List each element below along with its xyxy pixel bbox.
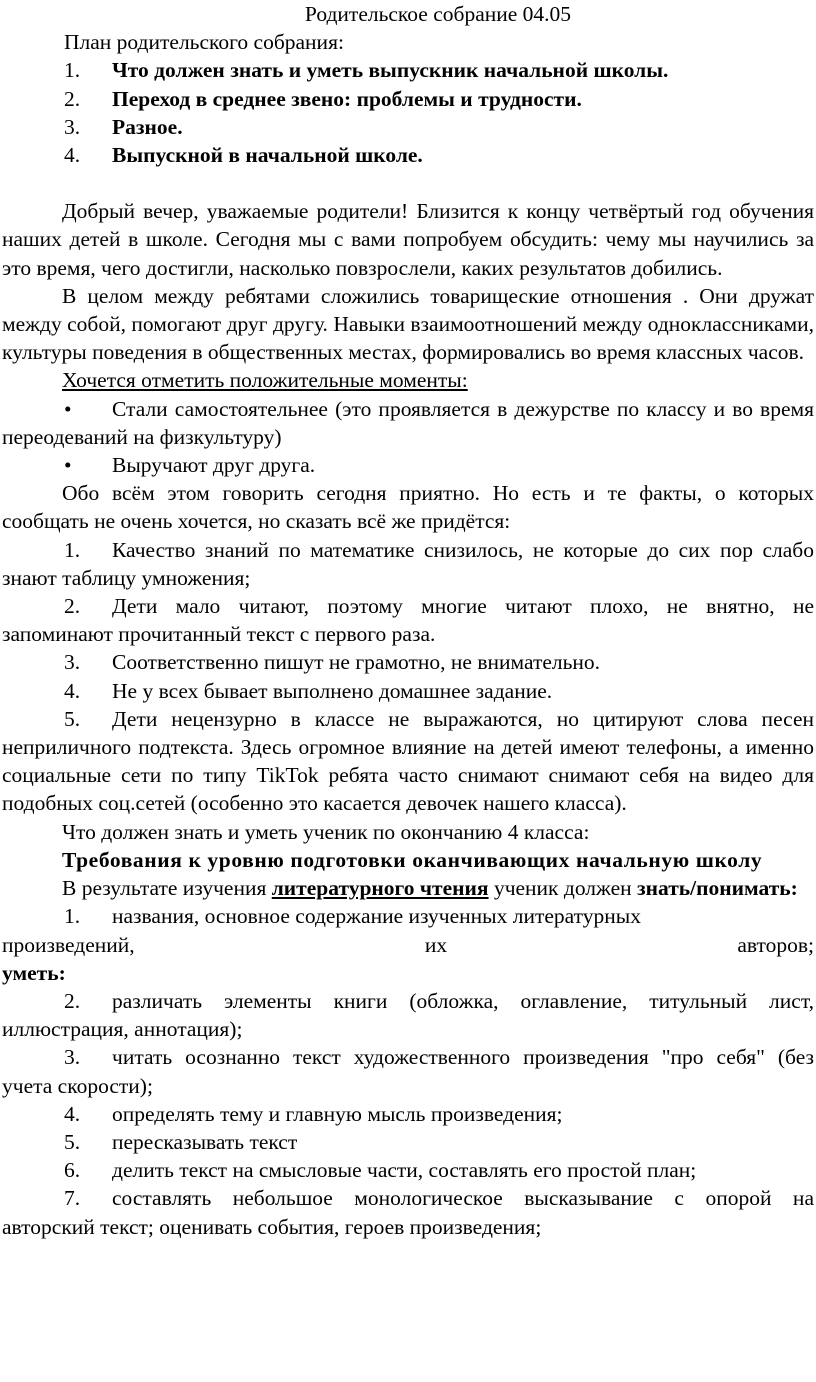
paragraph-greeting: Добрый вечер, уважаемые родители! Близится к концу четвёртый год обучения наших детей в школе. Сегодня мы с вами попробуем обсудить: чему мы научились за это время, чего достигли, насколько повзрослели, каких результатов добились. bbox=[2, 199, 814, 280]
problem-text: Не у всех бывает выполнено домашнее задание. bbox=[112, 678, 553, 703]
skill-text: делить текст на смысловые части, составлять его простой план; bbox=[112, 1158, 697, 1183]
literature-word: авторов; bbox=[737, 932, 814, 957]
skill-item bbox=[2, 1128, 814, 1156]
know-label: знать/понимать: bbox=[637, 876, 798, 901]
literature-item-text: названия, основное содержание изученных литературных bbox=[112, 904, 641, 929]
skill-text: читать осознанно текст художественного произведения "про себя" (без учета скорости); bbox=[2, 1045, 814, 1098]
skill-number: 7. bbox=[64, 1186, 81, 1211]
problem-item bbox=[2, 705, 814, 818]
plan-item-text: Переход в среднее звено: проблемы и трудности. bbox=[112, 86, 582, 111]
literature-intro bbox=[2, 874, 814, 902]
skill-item bbox=[2, 1100, 814, 1128]
skill-number: 5. bbox=[64, 1129, 81, 1154]
literature-subject: литературного чтения bbox=[271, 876, 489, 901]
plan-item-text: Что должен знать и уметь выпускник начальной школы. bbox=[112, 58, 669, 83]
problem-number: 3. bbox=[64, 650, 81, 675]
skill-text: различать элементы книги (обложка, оглавление, титульный лист, иллюстрация, аннотация); bbox=[2, 988, 814, 1042]
problem-text: Дети нецензурно в классе не выражаются, но цитируют слова песен неприличного подтекста. Здесь огромное влияние на детей имеют телефоны, а именно социальные сети по типу TikTok ребята часто снимают снимают себя на видео для подобных соц.сетей (особенно это касается девочек нашего класса). bbox=[2, 706, 814, 816]
problem-item bbox=[2, 648, 814, 676]
problem-text: Качество знаний по математике снизилось, не которые до сих пор слабо знают таблицу умножения; bbox=[2, 537, 814, 590]
skill-number: 2. bbox=[64, 988, 81, 1013]
plan-item-number: 2. bbox=[64, 86, 81, 111]
plan-item-text: Выпускной в начальной школе. bbox=[112, 143, 423, 168]
problem-item bbox=[2, 536, 814, 592]
skill-number: 3. bbox=[64, 1045, 81, 1070]
can-label: уметь: bbox=[2, 960, 66, 985]
plan-item bbox=[2, 56, 814, 84]
bullet-icon: • bbox=[64, 453, 72, 478]
literature-prefix: В результате изучения bbox=[62, 876, 272, 901]
problem-item bbox=[2, 677, 814, 705]
problem-text: Соответственно пишут не грамотно, не внимательно. bbox=[112, 650, 601, 675]
plan-item-number: 3. bbox=[64, 114, 81, 139]
bullet-item bbox=[2, 451, 814, 479]
bullet-icon: • bbox=[64, 396, 72, 421]
paragraph-requirements-intro: Что должен знать и уметь ученик по окончанию 4 класса: bbox=[62, 819, 590, 844]
plan-item-number: 4. bbox=[64, 143, 81, 168]
bullet-text: Выручают друг друга. bbox=[112, 453, 316, 478]
skill-text: определять тему и главную мысль произведения; bbox=[112, 1101, 563, 1126]
literature-word: их bbox=[424, 932, 448, 957]
skill-item bbox=[2, 1156, 814, 1184]
problem-number: 2. bbox=[64, 594, 81, 619]
plan-item-text: Разное. bbox=[112, 114, 183, 139]
plan-item bbox=[2, 113, 814, 141]
problem-number: 5. bbox=[64, 706, 81, 731]
literature-word: произведений, bbox=[2, 932, 135, 957]
bullet-text: Стали самостоятельнее (это проявляется в дежурстве по классу и во время переодеваний на физкультуру) bbox=[2, 396, 814, 449]
paragraph-facts: Обо всём этом говорить сегодня приятно. Но есть и те факты, о которых сообщать не очень хочется, но сказать всё же придётся: bbox=[2, 481, 814, 534]
literature-item-1-continuation bbox=[2, 931, 814, 959]
paragraph-relations: В целом между ребятами сложились товарищеские отношения . Они дружат между собой, помогают друг другу. Навыки взаимоотношений между одноклассниками, культуры поведения в общественных местах, формировались во время классных часов. bbox=[2, 283, 814, 365]
problem-number: 1. bbox=[64, 537, 81, 562]
skill-item bbox=[2, 987, 814, 1043]
skill-item bbox=[2, 1043, 814, 1099]
plan-item bbox=[2, 85, 814, 113]
spacer bbox=[2, 169, 814, 197]
skill-text: составлять небольшое монологическое высказывание с опорой на авторский текст; оценивать события, героев произведения; bbox=[2, 1186, 814, 1239]
skill-item bbox=[2, 1184, 814, 1240]
skill-number: 6. bbox=[64, 1158, 81, 1183]
plan-heading: План родительского собрания: bbox=[64, 30, 344, 55]
plan-item-number: 1. bbox=[64, 58, 81, 83]
positive-heading-text: Хочется отметить положительные моменты: bbox=[62, 368, 468, 393]
bullet-item bbox=[2, 395, 814, 451]
literature-suffix: ученик должен bbox=[488, 876, 632, 901]
positive-heading bbox=[2, 366, 814, 394]
plan-list bbox=[2, 56, 814, 169]
literature-item-1-line bbox=[2, 902, 814, 930]
problem-item bbox=[2, 592, 814, 648]
problem-text: Дети мало читают, поэтому многие читают плохо, не внятно, не запоминают прочитанный текст с первого раза. bbox=[2, 594, 814, 647]
literature-item-number: 1. bbox=[64, 904, 81, 929]
requirements-heading: Требования к уровню подготовки оканчивающих начальную школу bbox=[62, 847, 763, 872]
problem-number: 4. bbox=[64, 678, 81, 703]
skill-text: пересказывать текст bbox=[112, 1129, 298, 1154]
document-title: Родительское собрание 04.05 bbox=[304, 2, 572, 26]
skill-number: 4. bbox=[64, 1101, 81, 1126]
plan-item bbox=[2, 141, 814, 169]
